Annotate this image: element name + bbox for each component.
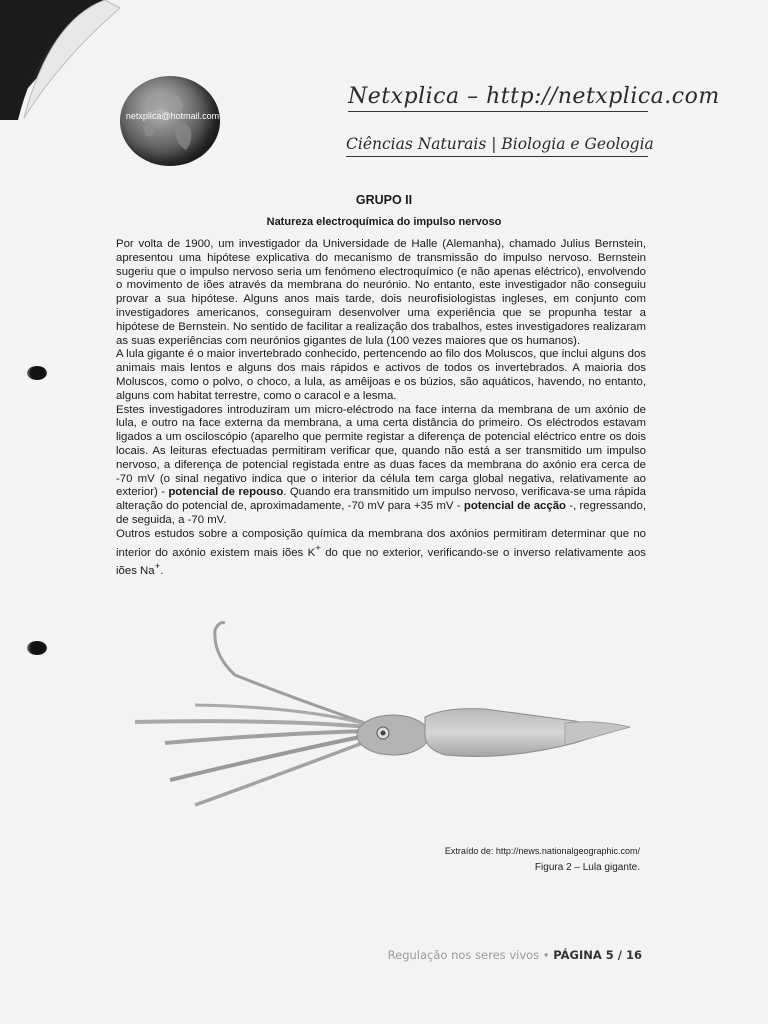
page-corner-fold [0,0,120,125]
punch-hole-top [27,366,47,380]
paragraph-3-text-a: Estes investigadores introduziram um micro-eléctrodo na face interna da membrana de um axónio de lula, e outro na face externa da membrana, a uma certa distância do primeiro. Os eléctrodos estavam ligados a um osciloscópio (aparelho que permite registar a diferença de potencial eléctrico entre os dois locais. As leituras efectuadas permitiram verificar que, quando não está a ser transmitido um impulso nervoso, a diferença de potencial registada entre as duas faces da membrana do axónio era cerca de -70 mV (o sinal negativo indica que o interior da célula tem carga global negativa, relativamente ao exterior) - [116,403,646,499]
paragraph-4 [116,528,646,579]
body-text [116,238,646,579]
footer-text: Regulação nos seres vivos [387,948,540,962]
resting-potential-term: potencial de repouso [168,486,284,499]
figure-source: Extraído de: http://news.nationalgeographic.com/ [444,846,640,856]
paragraph-3 [116,404,646,528]
potassium-charge: + [315,542,321,554]
page-footer [388,948,642,962]
paragraph-2: A lula gigante é o maior invertebrado conhecido, pertencendo ao filo dos Moluscos, que inclui alguns dos animais mais lentos e alguns dos mais rápidos e activos de todos os invertebrados. A maioria dos Moluscos, como o polvo, o choco, a lula, as amêijoas e os búzios, são aquáticos, havendo, no entanto, alguns com habitat terrestre, como o caracol e a lesma. [116,348,646,402]
paragraph-3-text-c: -, regressando, de seguida, a -70 mV. [116,500,646,526]
site-title: Netxplica – http://netxplica.com [348,84,648,112]
paragraph-4-text-c: . [160,564,164,577]
paragraph-1: Por volta de 1900, um investigador da Universidade de Halle (Alemanha), chamado Julius Bernstein, apresentou uma hipótese explicativa do mecanismo de transmissão do impulso nervoso. Bernstein sugeriu que o impulso nervoso seria um fenómeno electroquímico (e não apenas eléctrico), envolvendo o movimento de iões através da membrana do neurónio. No entanto, este investigador não conseguiu provar a sua hipótese. Alguns anos mais tarde, dois neurofisiologistas ingleses, em conjunto com investigadores americanos, conseguiram desenvolver uma experiência que se propunha testar a hipótese de Bernstein. No sentido de facilitar a realização dos trabalhos, estes investigadores realizaram as suas experiências com neurónios gigantes de lula (100 vezes maiores que os humanos). [116,238,646,347]
email-label: netxplica@hotmail.com [125,111,220,121]
punch-hole-bottom [27,641,47,655]
page-number: PÁGINA 5 / 16 [553,948,642,962]
sodium-charge: + [154,561,161,573]
paragraph-4-text-b: do que no exterior, verificando-se o inverso relativamente aos iões Na [116,546,646,577]
giant-squid-image [125,615,645,815]
globe-logo [120,76,220,166]
paragraph-3-text-b: . Quando era transmitido um impulso nervoso, verificava-se uma rápida alteração do potencial de, aproximadamente, -70 mV para +35 mV - [116,486,646,513]
paragraph-4-text-a: Outros estudos sobre a composição química da membrana dos axónios permitiram determinar que no interior do axónio existem mais iões K [116,527,646,559]
footer-separator: • [539,948,554,962]
section-title: Natureza electroquímica do impulso nervoso [266,216,502,228]
action-potential-term: potencial de acção [463,500,566,513]
site-subtitle: Ciências Naturais | Biologia e Geologia [346,135,648,157]
group-title: GRUPO II [355,193,413,207]
figure-caption: Figura 2 – Lula gigante. [534,862,640,873]
